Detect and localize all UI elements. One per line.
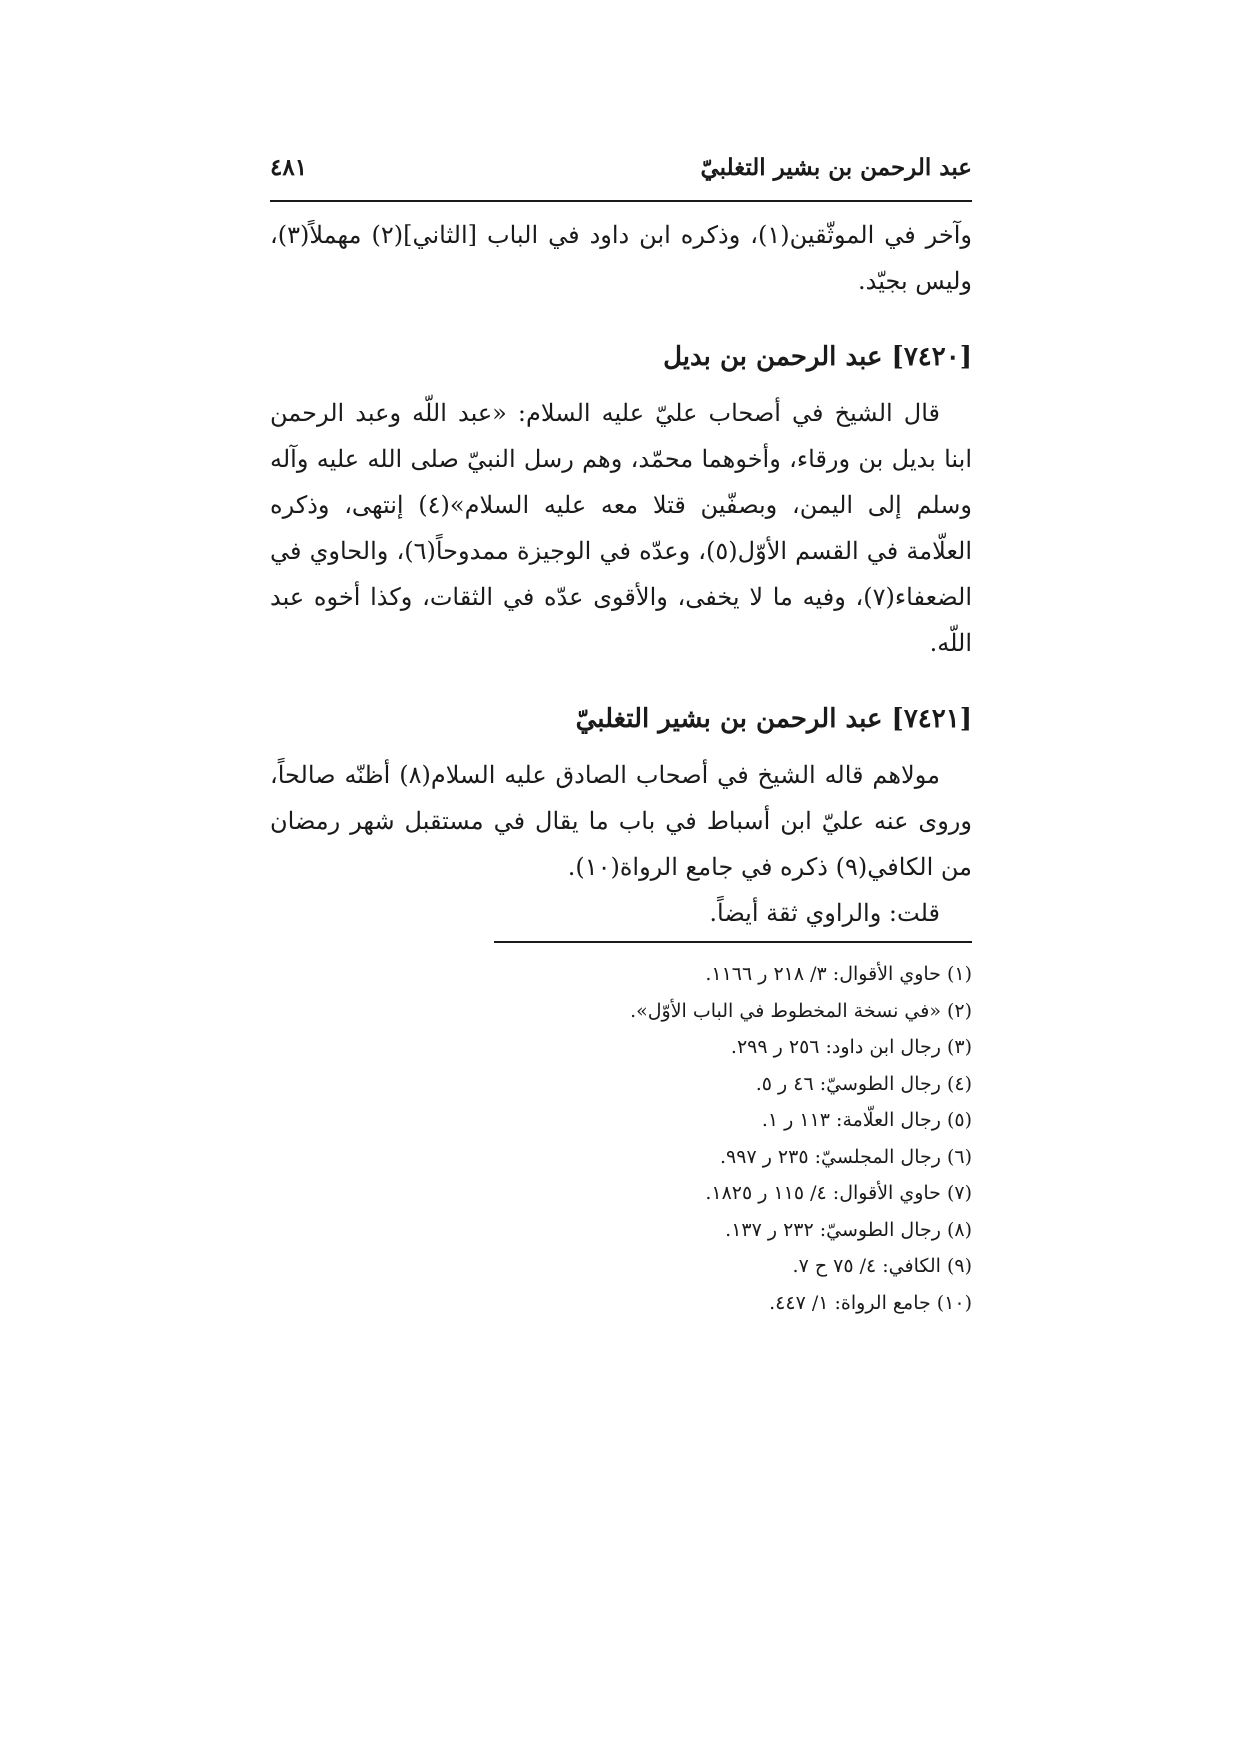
footnote-rule	[494, 941, 972, 943]
running-head	[270, 150, 972, 194]
footnote	[494, 1029, 972, 1066]
footnote-text: رجال الطوسيّ: ٢٣٢ ر ١٣٧.	[725, 1218, 941, 1241]
footnote	[494, 993, 972, 1030]
footnote-number: (٢)	[946, 999, 972, 1022]
footnote-number: (٨)	[946, 1218, 972, 1241]
footnote-number: (٦)	[946, 1145, 972, 1168]
footnote-number: (٧)	[946, 1182, 972, 1204]
footnote	[494, 1212, 972, 1249]
footnote-text: رجال ابن داود: ٢٥٦ ر ٢٩٩.	[730, 1036, 941, 1058]
footnote-number: (٣)	[946, 1036, 972, 1058]
running-title: عبد الرحمن بن بشير التغلبيّ	[700, 154, 972, 181]
header-rule	[270, 200, 972, 202]
footnote-text: جامع الرواة: ١/ ٤٤٧.	[769, 1291, 931, 1314]
footnote	[494, 1285, 972, 1322]
footnote-text: الكافي: ٤/ ٧٥ ح ٧.	[792, 1255, 941, 1277]
footnote-text: رجال الطوسيّ: ٤٦ ر ٥.	[755, 1072, 941, 1095]
entry-paragraph-7421: مولاهم قاله الشيخ في أصحاب الصادق عليه السلام(٨) أظنّه صالحاً، وروى عنه عليّ ابن أسباط في باب ما يقال في مستقبل شهر رمضان من الكافي(٩) ذكره في جامع الرواة(١٠).	[270, 761, 972, 881]
footnote-text: حاوي الأقوال: ٤/ ١١٥ ر ١٨٢٥.	[705, 1182, 941, 1204]
entry-heading-7421: [٧٤٢١] عبد الرحمن بن بشير التغلبيّ	[575, 704, 972, 734]
continuation-paragraph: وآخر في الموثّقين(١)، وذكره ابن داود في الباب [الثاني](٢) مهملاً(٣)، وليس بجيّد.	[270, 221, 972, 295]
footnote-number: (٥)	[946, 1109, 972, 1131]
page-number: ٤٨١	[270, 154, 308, 181]
footnote	[494, 1175, 972, 1212]
footnote	[494, 1139, 972, 1176]
footnote	[494, 1248, 972, 1285]
footnote-number: (٩)	[946, 1255, 972, 1277]
footnote-number: (١)	[946, 963, 972, 985]
footnotes-list	[494, 956, 972, 1321]
footnote-number: (١٠)	[936, 1291, 972, 1314]
footnote	[494, 1066, 972, 1103]
entry-heading-7420: [٧٤٢٠] عبد الرحمن بن بديل	[663, 342, 972, 372]
footnote	[494, 1102, 972, 1139]
footnote	[494, 956, 972, 993]
footnote-text: حاوي الأقوال: ٣/ ٢١٨ ر ١١٦٦.	[705, 963, 941, 985]
footnote-text: رجال العلّامة: ١١٣ ر ١.	[761, 1109, 941, 1131]
entry-paragraph-7420: قال الشيخ في أصحاب عليّ عليه السلام: «عبد اللّه وعبد الرحمن ابنا بديل بن ورقاء، وأخوهما محمّد، وهم رسل النبيّ صلى الله عليه وآله وسلم إلى اليمن، وبصفّين قتلا معه عليه السلام»(٤) إنتهى، وذكره العلّامة في القسم الأوّل(٥)، وعدّه في الوجيزة ممدوحاً(٦)، والحاوي في الضعفاء(٧)، وفيه ما لا يخفى، والأقوى عدّه في الثقات، وكذا أخوه عبد اللّه.	[270, 399, 973, 657]
footnote-text: «في نسخة المخطوط في الباب الأوّل».	[630, 999, 941, 1022]
author-note: قلت: والراوي ثقة أيضاً.	[709, 899, 940, 927]
footnote-number: (٤)	[946, 1072, 972, 1095]
body-text	[270, 212, 972, 936]
footnote-text: رجال المجلسيّ: ٢٣٥ ر ٩٩٧.	[719, 1145, 941, 1168]
